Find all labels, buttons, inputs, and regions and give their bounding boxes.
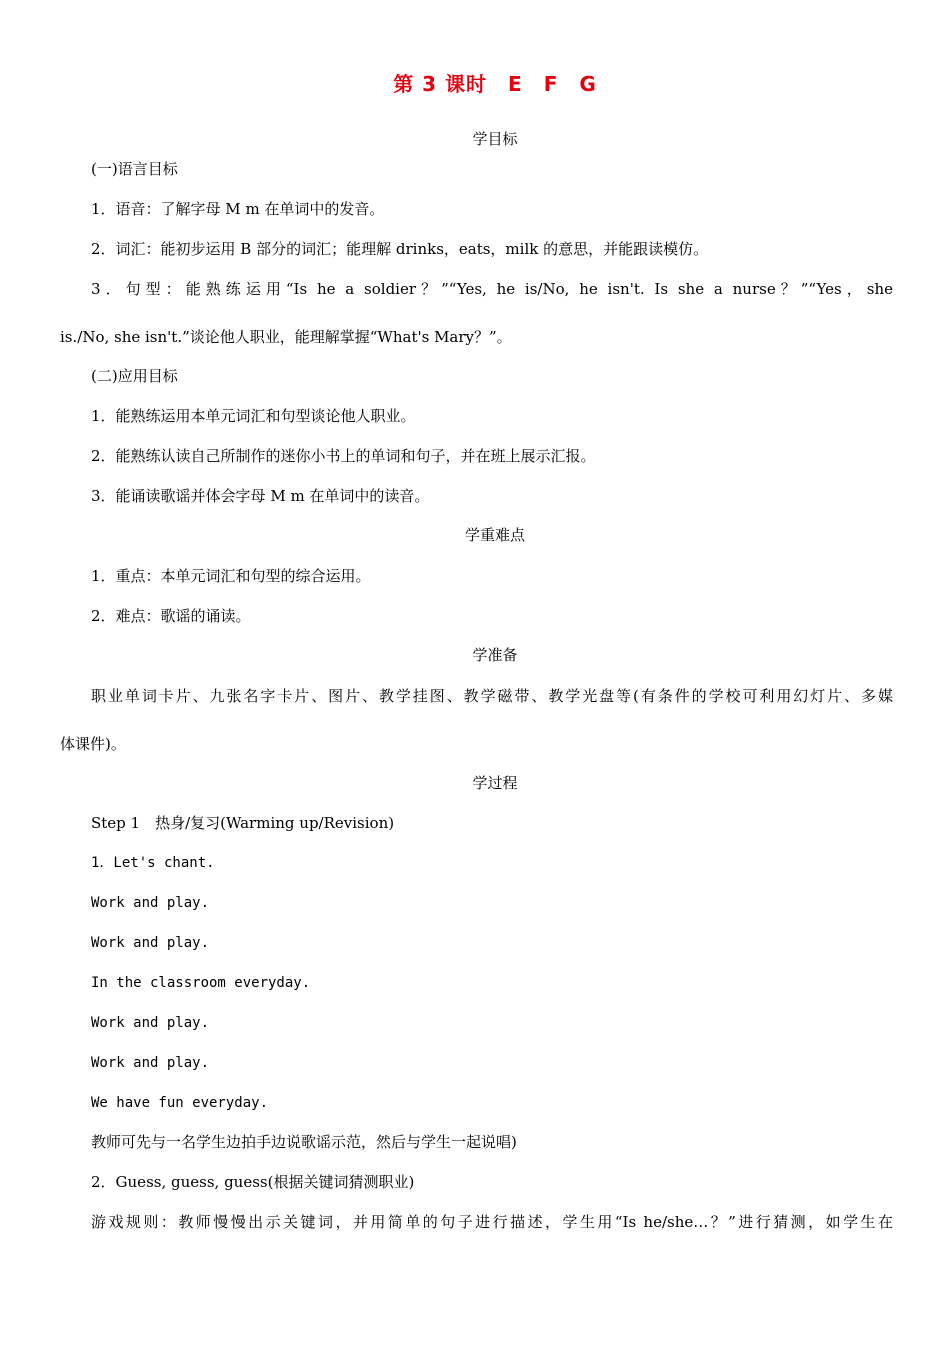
key-point-1: 1．重点：本单元词汇和句型的综合运用。 [91,567,371,585]
lang-goal-3-line-2: is./No, she isn't.”谈论他人职业，能理解掌握“What's Mary？”。 [60,328,512,346]
chant-line: In the classroom everyday. [91,975,311,991]
key-point-2: 2．难点：歌谣的诵读。 [91,607,251,625]
chant-line: We have fun everyday. [91,1095,269,1111]
key-points-heading: 学重难点 [464,526,525,544]
lang-goal-2: 2．词汇：能初步运用 B 部分的词汇；能理解 drinks，eats，milk 的意思，并能跟读模仿。 [91,240,709,258]
app-goal-2: 2．能熟练认读自己所制作的迷你小书上的单词和句子，并在班上展示汇报。 [91,447,596,465]
objectives-heading: 学目标 [472,130,518,148]
app-goal-1: 1．能熟练运用本单元词汇和句型谈论他人职业。 [91,407,416,425]
app-goal-3: 3．能诵读歌谣并体会字母 M m 在单词中的读音。 [91,487,430,505]
step-1-heading: Step 1 热身/复习(Warming up/Revision) [91,814,395,832]
chant-line: Work and play. [91,1055,210,1071]
chant-line: Work and play. [91,895,210,911]
lang-goal-3-line-1: 3．句型：能熟练运用“Is he a soldier？”“Yes, he is/No, he isn't. Is she a nurse？”“Yes，she [91,280,893,298]
chant-label: 1．Let's chant. [91,855,215,871]
lesson-title: 第 3 课时 E F G [393,72,597,96]
prep-line-1: 职业单词卡片、九张名字卡片、图片、教学挂图、教学磁带、教学光盘等(有条件的学校可利用幻灯片、多媒 [91,687,893,705]
chant-line: Work and play. [91,1015,210,1031]
prep-heading: 学准备 [472,646,518,664]
chant-line: Work and play. [91,935,210,951]
process-heading: 学过程 [472,774,518,792]
app-goals-label: (二)应用目标 [91,367,178,385]
prep-line-2: 体课件)。 [60,735,126,753]
teacher-note: 教师可先与一名学生边拍手边说歌谣示范，然后与学生一起说唱) [91,1133,517,1151]
lang-goals-label: (一)语言目标 [91,160,178,178]
lang-goal-1: 1．语音：了解字母 M m 在单词中的发音。 [91,200,385,218]
game-rules: 游戏规则：教师慢慢出示关键词，并用简单的句子进行描述，学生用“Is he/she…？”进行猜测，如学生在 [91,1213,893,1231]
guess-label: 2．Guess, guess, guess(根据关键词猜测职业) [91,1173,415,1191]
